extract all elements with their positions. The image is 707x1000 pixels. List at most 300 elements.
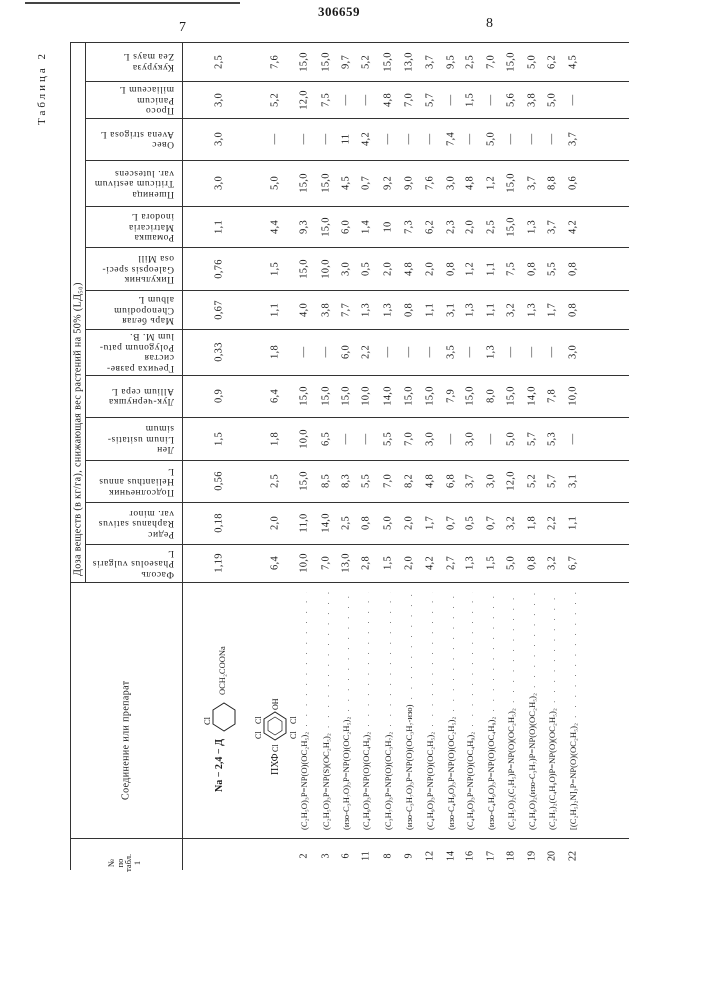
dose-value: 3,7 [568, 132, 579, 146]
dose-value: — [486, 94, 497, 105]
dose-value: 3,0 [214, 132, 225, 146]
dose-value: 9,0 [404, 176, 415, 190]
dose-value: — [404, 347, 415, 358]
compound-substituent: OCH₂COONa [217, 646, 227, 695]
dose-value: 2,0 [270, 516, 281, 530]
plant-label-line: osa Mill [88, 253, 174, 264]
dose-value: 15,0 [299, 386, 310, 406]
plant-label [88, 502, 180, 544]
dose-value: 3,1 [568, 474, 579, 488]
dose-header-divider [85, 42, 86, 582]
dose-value: 3,7 [425, 54, 436, 68]
dose-value: 2,2 [361, 345, 372, 359]
dose-value: 0,5 [361, 261, 372, 275]
dose-value: 6,0 [341, 345, 352, 359]
dose-value: 0,33 [214, 342, 225, 362]
svg-text:Cl: Cl [202, 716, 212, 725]
plant-label-line: Linum usitatis- [88, 433, 174, 444]
dose-value: 5,2 [361, 54, 372, 68]
dose-value: 1,1 [214, 219, 225, 233]
page-number-right: 8 [486, 16, 493, 32]
compound-formula [568, 592, 578, 830]
dose-value: 5,0 [383, 516, 394, 530]
dose-value: 1,1 [486, 302, 497, 316]
plant-label-line: Galeopsis speci- [88, 263, 174, 274]
dose-value: — [270, 134, 281, 145]
compound-number: 16 [465, 851, 476, 861]
compound-formula [404, 592, 414, 830]
plant-label [88, 329, 180, 375]
dose-value: 15,0 [321, 173, 332, 193]
dose-value: 8,8 [547, 176, 558, 190]
dose-value: 3,0 [425, 431, 436, 445]
dose-value: 5,7 [547, 474, 558, 488]
plant-label-line: Allium cepa L [88, 386, 174, 397]
plant-label-line: var. lutescens [88, 167, 174, 178]
dose-value: — [321, 347, 332, 358]
dose-value: 7,8 [547, 389, 558, 403]
dose-value: 1,5 [270, 261, 281, 275]
dose-value: — [486, 433, 497, 444]
dose-value: 1,1 [425, 302, 436, 316]
plant-label-line: Пшеница [88, 188, 174, 199]
header-bottom-border [70, 582, 629, 583]
plant-label-line: Марь белая [88, 315, 174, 326]
dose-value: 5,0 [506, 431, 517, 445]
formula-text: (изо-C₄H₉O)₃P=NP(O)(OC₂H₅)₂ [446, 717, 456, 830]
number-header-line: 1 [133, 854, 142, 872]
formula-text: (C₄H₉O)₃P=NP(O)(OC₂H₅)₂ [425, 732, 435, 830]
dose-value: 3,2 [506, 516, 517, 530]
plant-label [88, 42, 180, 81]
dose-value: 3,7 [527, 176, 538, 190]
formula-text: (C₂H₅O)₃P=NP(O)(OC₂H₅)₂ [299, 732, 309, 830]
dose-value: 3,0 [568, 345, 579, 359]
compound-number: 18 [506, 851, 517, 861]
dose-value: — [547, 134, 558, 145]
dose-value: 15,0 [506, 52, 517, 72]
dose-value: 2,0 [465, 219, 476, 233]
formula-text: (C₂H₅)₂(C₄H₉O)P=NP(O)(OC₂H₅)₂ [547, 708, 557, 830]
formula-text: (изо-C₃H₇O)₃P=NP(O)(OC₂H₅)₂ [341, 717, 351, 830]
dose-value: 5,0 [506, 556, 517, 570]
table-left-border [70, 42, 71, 870]
dose-value: 1,4 [361, 219, 372, 233]
plant-label-line: inodora L [88, 211, 174, 222]
dose-value: 4,8 [383, 92, 394, 106]
dose-value: 1,5 [465, 92, 476, 106]
plant-label [88, 544, 180, 582]
dose-value: 11,0 [299, 513, 310, 532]
dose-value: 2,5 [486, 219, 497, 233]
dose-value: — [341, 94, 352, 105]
dose-value: 14,0 [527, 386, 538, 406]
dose-value: 15,0 [506, 217, 517, 237]
dose-value: 1,7 [425, 516, 436, 530]
dose-value: 15,0 [321, 52, 332, 72]
plant-label [88, 417, 180, 460]
dose-value: 5,5 [361, 474, 372, 488]
formula-text: (C₂H₅O)₃P=NP(S)(OC₂H₅)₂ [321, 733, 331, 830]
dose-value: 0,18 [214, 513, 225, 533]
dose-value: 0,8 [527, 261, 538, 275]
plant-label-line: Просо [88, 105, 174, 116]
dose-value: 1,3 [465, 556, 476, 570]
dose-value: 9,3 [299, 219, 310, 233]
dose-value: 1,5 [486, 556, 497, 570]
header-values-divider [182, 42, 183, 870]
dose-value: 3,7 [547, 219, 558, 233]
dose-value: 10,0 [568, 386, 579, 406]
dose-value: 8,0 [486, 389, 497, 403]
compound-number: 3 [321, 854, 332, 859]
dose-value: — [404, 134, 415, 145]
dose-value: 9,5 [446, 54, 457, 68]
dose-value: 6,4 [270, 556, 281, 570]
compound-number: 20 [547, 851, 558, 861]
dose-value: 3,7 [465, 474, 476, 488]
plant-label-line: var. minor [88, 507, 174, 518]
dose-value: 1,8 [527, 516, 538, 530]
plant-label [88, 118, 180, 160]
dose-value: — [299, 347, 310, 358]
plant-label-line: Гречиха разве- [88, 363, 174, 374]
plant-label-line: Helianthus annus [88, 476, 174, 487]
plant-label-line: Matricaria [88, 221, 174, 232]
dose-value: 3,0 [446, 176, 457, 190]
dose-value: 7,0 [383, 474, 394, 488]
dose-value: 1,19 [214, 553, 225, 573]
compound-formula [341, 592, 351, 830]
svg-text:OH: OH [271, 698, 280, 710]
dose-value: 7,4 [446, 132, 457, 146]
compound-formula [446, 592, 456, 830]
plant-label [88, 290, 180, 329]
dose-value: 15,0 [465, 386, 476, 406]
dose-value: — [506, 134, 517, 145]
dose-value: 14,0 [383, 386, 394, 406]
dose-value: 2,0 [404, 516, 415, 530]
dose-value: 10 [383, 221, 394, 232]
dose-value: — [383, 347, 394, 358]
dose-value: 13,0 [341, 553, 352, 573]
dose-value: 1,3 [486, 345, 497, 359]
formula-text: (изо-C₄H₉O)₃P=NP(O)(OC₄H₉)₂ [486, 717, 496, 830]
number-header-line: табл. [124, 854, 133, 872]
dose-value: 15,0 [299, 259, 310, 279]
compound-formula [361, 592, 371, 830]
dose-value: 2,2 [547, 516, 558, 530]
dose-value: 6,5 [321, 431, 332, 445]
number-header-line: по [116, 854, 125, 872]
svg-text:Cl: Cl [271, 743, 280, 751]
plant-label-line: Фасоль [88, 568, 174, 579]
dose-value: 0,6 [568, 176, 579, 190]
dose-value: 2,0 [404, 556, 415, 570]
plant-label [88, 206, 180, 247]
dose-value: 5,0 [270, 176, 281, 190]
dose-value: 15,0 [341, 386, 352, 406]
plant-label-line: Пикульник [88, 274, 174, 285]
dose-value: 2,5 [341, 516, 352, 530]
dose-value: 4,8 [404, 261, 415, 275]
dose-value: 2,5 [465, 54, 476, 68]
plant-label-line: Лук-чернушка [88, 396, 174, 407]
dose-value: 12,0 [506, 471, 517, 491]
dose-value: 4,2 [425, 556, 436, 570]
compound-number: 9 [404, 854, 415, 859]
dose-value: 0,9 [214, 389, 225, 403]
formula-text: [(C₂H₅)₂N]₃P=NP(O)(OC₂H₅)₂ [568, 723, 578, 830]
compound-number-divider [70, 838, 629, 839]
dose-value: 3,0 [214, 176, 225, 190]
dose-value: 8,5 [321, 474, 332, 488]
patent-number: 306659 [318, 4, 360, 20]
dose-value: 4,8 [425, 474, 436, 488]
compound-pcp [252, 692, 298, 775]
dose-value: 7,3 [404, 219, 415, 233]
number-header [107, 854, 141, 872]
dose-value: 0,7 [361, 176, 372, 190]
dose-value: 5,7 [425, 92, 436, 106]
dose-value: 4,4 [270, 219, 281, 233]
plant-label-line: Ромашка [88, 232, 174, 243]
dose-value: 15,0 [299, 173, 310, 193]
dose-value: 0,76 [214, 259, 225, 279]
plant-label [88, 81, 180, 118]
compound-number: 12 [425, 851, 436, 861]
dose-value: 15,0 [506, 173, 517, 193]
dose-value: 2,5 [270, 474, 281, 488]
plant-label-line: Подсолнечник [88, 486, 174, 497]
dose-value: — [425, 347, 436, 358]
dose-value: 6,7 [568, 556, 579, 570]
plant-label-line: Polygonum patu- [88, 342, 174, 353]
dose-value: 1,8 [270, 431, 281, 445]
dose-value: 5,2 [527, 474, 538, 488]
dose-value: 8,3 [341, 474, 352, 488]
dose-value: 5,0 [547, 92, 558, 106]
plant-label-line: miliaceum L [88, 84, 174, 95]
dose-value: 3,0 [214, 92, 225, 106]
dose-value: 13,0 [404, 52, 415, 72]
compound-formula [465, 592, 475, 830]
dose-value: 15,0 [299, 471, 310, 491]
dose-value: — [299, 134, 310, 145]
top-rule [25, 2, 240, 4]
plant-label-line: album L [88, 294, 174, 305]
dose-value: 5,5 [383, 431, 394, 445]
plant-label-line: Лен [88, 444, 174, 455]
dose-value: 1,3 [527, 302, 538, 316]
chlorophenol-ring-icon [252, 692, 298, 754]
compound-formula [383, 592, 393, 830]
dose-value: 6,2 [547, 54, 558, 68]
dose-value: 7,0 [404, 92, 415, 106]
dose-value: 9,7 [341, 54, 352, 68]
dose-value: 1,1 [568, 516, 579, 530]
dose-value: 1,8 [270, 345, 281, 359]
plant-label [88, 247, 180, 290]
svg-text:Cl: Cl [289, 715, 298, 723]
dose-value: 4,5 [568, 54, 579, 68]
dose-value: 15,0 [383, 52, 394, 72]
dose-value: 4,0 [299, 302, 310, 316]
plant-label-line: Avena strigosa L [88, 129, 174, 140]
dose-value: 1,1 [270, 302, 281, 316]
dose-value: 7,5 [506, 261, 517, 275]
dose-value: 15,0 [404, 386, 415, 406]
compound-number: 11 [361, 851, 372, 861]
dose-value: 2,5 [214, 54, 225, 68]
dose-value: 6,8 [446, 474, 457, 488]
compound-formula [486, 592, 496, 830]
dose-value: — [568, 433, 579, 444]
dose-value: 1,3 [527, 219, 538, 233]
plant-label [88, 460, 180, 502]
benzene-ring-icon [200, 695, 238, 739]
dose-value: 1,3 [465, 302, 476, 316]
formula-text: (C₄H₉O)₂(изо-C₃H₇)P=NP(O)(OC₂H₅)₂ [527, 693, 537, 830]
compound-na-24d [200, 646, 238, 792]
plant-label-line: L [88, 465, 174, 476]
compound-name: ПХФ [270, 754, 281, 775]
dose-value: 3,2 [506, 302, 517, 316]
plant-label [88, 375, 180, 417]
compound-formula [506, 592, 516, 830]
dose-value: — [361, 94, 372, 105]
dose-value: 6,4 [270, 389, 281, 403]
dose-value: 7,0 [404, 431, 415, 445]
compound-header: Соединение или препарат [121, 681, 132, 801]
compound-name: Na − 2,4 − Д [214, 739, 225, 792]
dose-value: 10,0 [299, 429, 310, 449]
dose-value: 5,6 [506, 92, 517, 106]
dose-value: 2,7 [446, 556, 457, 570]
dose-value: 5,3 [547, 431, 558, 445]
dose-value: 5,5 [547, 261, 558, 275]
dose-value: 15,0 [299, 52, 310, 72]
dose-value: 5,2 [270, 92, 281, 106]
dose-value: 14,0 [321, 513, 332, 533]
plant-label-line: Phaseolus vulgaris [88, 558, 174, 569]
dose-value: 0,56 [214, 471, 225, 491]
dose-value: 3,1 [446, 302, 457, 316]
dose-value: 0,5 [465, 516, 476, 530]
dose-value: — [527, 134, 538, 145]
dose-value: — [383, 134, 394, 145]
dose-value: 3,0 [465, 431, 476, 445]
plant-label-line: Овес [88, 139, 174, 150]
formula-text: (изо-C₃H₇O)₃P=NP(O)(OC₃H₇-изо) [404, 705, 414, 830]
dose-value: 0,8 [527, 556, 538, 570]
svg-text:Cl: Cl [289, 730, 298, 738]
compound-number: 17 [486, 851, 497, 861]
dose-value: 0,67 [214, 300, 225, 320]
dose-value: 3,0 [341, 261, 352, 275]
compound-number: 22 [568, 851, 579, 861]
dose-value: — [527, 347, 538, 358]
dose-value: 3,8 [321, 302, 332, 316]
compound-number: 2 [299, 854, 310, 859]
compound-formula [527, 592, 537, 830]
dose-value: 7,6 [270, 54, 281, 68]
compound-formula [547, 592, 557, 830]
dose-value: 7,7 [341, 302, 352, 316]
dose-value: 4,5 [341, 176, 352, 190]
dose-value: 3,2 [547, 556, 558, 570]
dose-value: 0,8 [568, 261, 579, 275]
dose-value: 2,0 [383, 261, 394, 275]
plant-label-line: Triticum aestivum [88, 178, 174, 189]
dose-value: 5,0 [486, 132, 497, 146]
svg-text:Cl: Cl [254, 715, 263, 723]
compound-formula [321, 592, 331, 830]
dose-value: 10,0 [299, 553, 310, 573]
dose-value: 12,0 [299, 90, 310, 110]
dose-value: — [465, 347, 476, 358]
plant-label-line: Chenopodium [88, 304, 174, 315]
compound-formula [425, 592, 435, 830]
dose-value: 3,5 [446, 345, 457, 359]
dose-value: 10,0 [321, 259, 332, 279]
dose-value: 7,5 [321, 92, 332, 106]
compound-number: 8 [383, 854, 394, 859]
dose-value: 0,7 [446, 516, 457, 530]
dose-value: 1,5 [383, 556, 394, 570]
dose-value: 15,0 [506, 386, 517, 406]
dose-header: Доза веществ (в кг/га), снижающая вес растений на 50% (LД₅₀) [73, 282, 84, 576]
dose-value: 10,0 [361, 386, 372, 406]
dose-value: 3,0 [486, 474, 497, 488]
page-number-left: 7 [179, 20, 186, 36]
dose-value: 1,3 [383, 302, 394, 316]
dose-value: 4,8 [465, 176, 476, 190]
compound-formula [299, 592, 309, 830]
dose-value: — [425, 134, 436, 145]
dose-value: 4,2 [568, 219, 579, 233]
number-header-line: № [107, 854, 116, 872]
compound-number: 14 [446, 851, 457, 861]
dose-value: — [506, 347, 517, 358]
plant-label-line: Raphanus sativus [88, 518, 174, 529]
dose-value: 1,2 [465, 261, 476, 275]
dose-value: 6,0 [341, 219, 352, 233]
table-title: Таблица 2 [36, 51, 48, 125]
dose-value: — [361, 433, 372, 444]
dose-value: 5,7 [527, 431, 538, 445]
dose-value: 7,6 [425, 176, 436, 190]
dose-value: 2,3 [446, 219, 457, 233]
dose-value: 8,2 [404, 474, 415, 488]
dose-value: 11 [341, 134, 352, 145]
dose-value: 2,0 [425, 261, 436, 275]
dose-value: 0,8 [361, 516, 372, 530]
dose-value: 3,8 [527, 92, 538, 106]
dose-value: 0,8 [568, 302, 579, 316]
plant-label-line: Кукуруза [88, 62, 174, 73]
dose-value: 1,1 [486, 261, 497, 275]
dose-value: 7,0 [321, 556, 332, 570]
dose-value: 9,2 [383, 176, 394, 190]
plant-label [88, 160, 180, 206]
dose-value: 15,0 [321, 217, 332, 237]
dose-value: 4,2 [361, 132, 372, 146]
plant-label-line: Panicum [88, 94, 174, 105]
dose-value: 0,8 [446, 261, 457, 275]
formula-text: (C₂H₅O)₂(C₂H₅)P=NP(O)(OC₂H₅)₂ [506, 708, 516, 830]
formula-text: (C₄H₉O)₃P=NP(O)(OC₄H₉)₂ [361, 732, 371, 830]
